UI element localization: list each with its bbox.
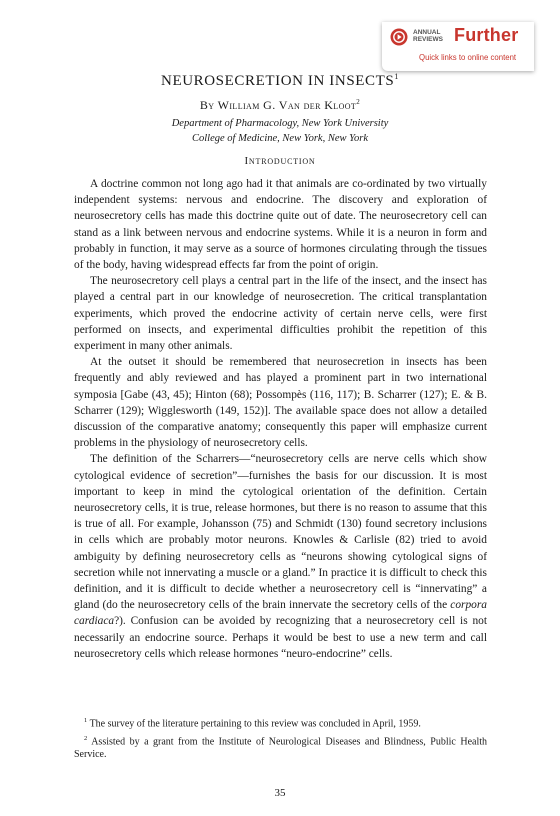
latin-term: corpora cardiaca [74,599,487,628]
body-paragraph: A doctrine common not long ago had it that animals are co-ordinated by two virtually independent systems: nervous and endocrine. The discovery and exploration of neurosecretory cells has made this doctrine quite out of date. The neurosecretory cell can stand as a link between nervous and endocrine systems. While it is a neuron in form and probably in function, it may serve as a source of hormones circulating through the tissues of the body, having widespread effects far from the point of origin. [74,178,487,272]
further-links-badge[interactable] [382,22,534,71]
body-paragraph: The neurosecretory cell plays a central part in the life of the insect, and the insect has played a central part in our knowledge of neurosecretion. The critical transplantation experiments, which proved the endocrine activity of certain nerve cells, were first performed on insects, and experimental difficulties prohibit the repetition of this experiment in many other animals. [74,275,487,353]
body-paragraph: The definition of the Scharrers—“neurosecretory cells are nerve cells which show cytological evidence of secretion”—furnishes the basis for our discussion. It is most important to keep in mind the cytological orientation of the definition. Certain neurosecretory cells, it is true, release hormones, but there is no reason to assume that this is true of all. For example, Johansson (75) and Schmidt (130) found secretory inclusions in cells which are probably motor neurons. Knowles & Carlisle (82) tried to avoid ambiguity by defining neurosecretory cells as “neurons showing cytological signs of secretion while not innervating a muscle or a gland.” In practice it is difficult to check this definition, and it is difficult to decide whether a neurosecretory cell is “innervating” a gland (do the neurosecretory cells of the brain innervate the secretory cells of the corpora cardiaca?). Confusion can be avoided by recognizing that a neurosecretory cell is not necessarily an endocrine source. Perhaps it would be best to use a new term and call neurosecretory cells which release hormones “neuro-endocrine” cells. [74,453,487,660]
byline-footnote-mark: 2 [356,98,361,106]
author-byline-text: By William G. Van der Kloot [199,98,357,112]
author-byline [0,98,560,113]
body-paragraph: At the outset it should be remembered that neurosecretion in insects has been frequently and ably reviewed and has played a prominent part in two international symposia [Gabe (43, 45); Hinton (68); Possompès (116, 117); B. Scharrer (127); E. & B. Scharrer (129); Wigglesworth (149, 152)]. The available space does not allow a detailed discussion of the comparative anatomy; consequently this paper will emphasize current problems in the physiology of neurosecretory cells. [74,356,487,450]
body-text [74,176,487,662]
affiliation-department: Department of Pharmacology, New York University [171,118,389,129]
play-circle-icon [390,28,408,46]
footnote [74,732,487,762]
footnote-text: The survey of the literature pertaining to this review was concluded in April, 1959. [89,718,421,730]
footnotes [74,714,487,763]
affiliation-college: College of Medicine, New York, New York [192,133,368,144]
article-title-text: NEUROSECRETION IN INSECTS [161,73,395,89]
title-footnote-mark: 1 [394,72,399,81]
page-number: 35 [274,787,286,799]
badge-further-label[interactable]: Further [454,25,519,45]
footnote-mark: 2 [84,734,88,742]
footnote [74,714,487,731]
article-title [0,72,560,90]
badge-tagline[interactable]: Quick links to online content [419,53,517,62]
section-heading: Introduction [244,155,316,167]
footnote-mark: 1 [84,717,88,724]
footnote-text: Assisted by a grant from the Institute of Neurological Diseases and Blindness, Public Health Service. [74,736,487,761]
badge-publisher-name: ANNUAL REVIEWS [413,29,443,43]
